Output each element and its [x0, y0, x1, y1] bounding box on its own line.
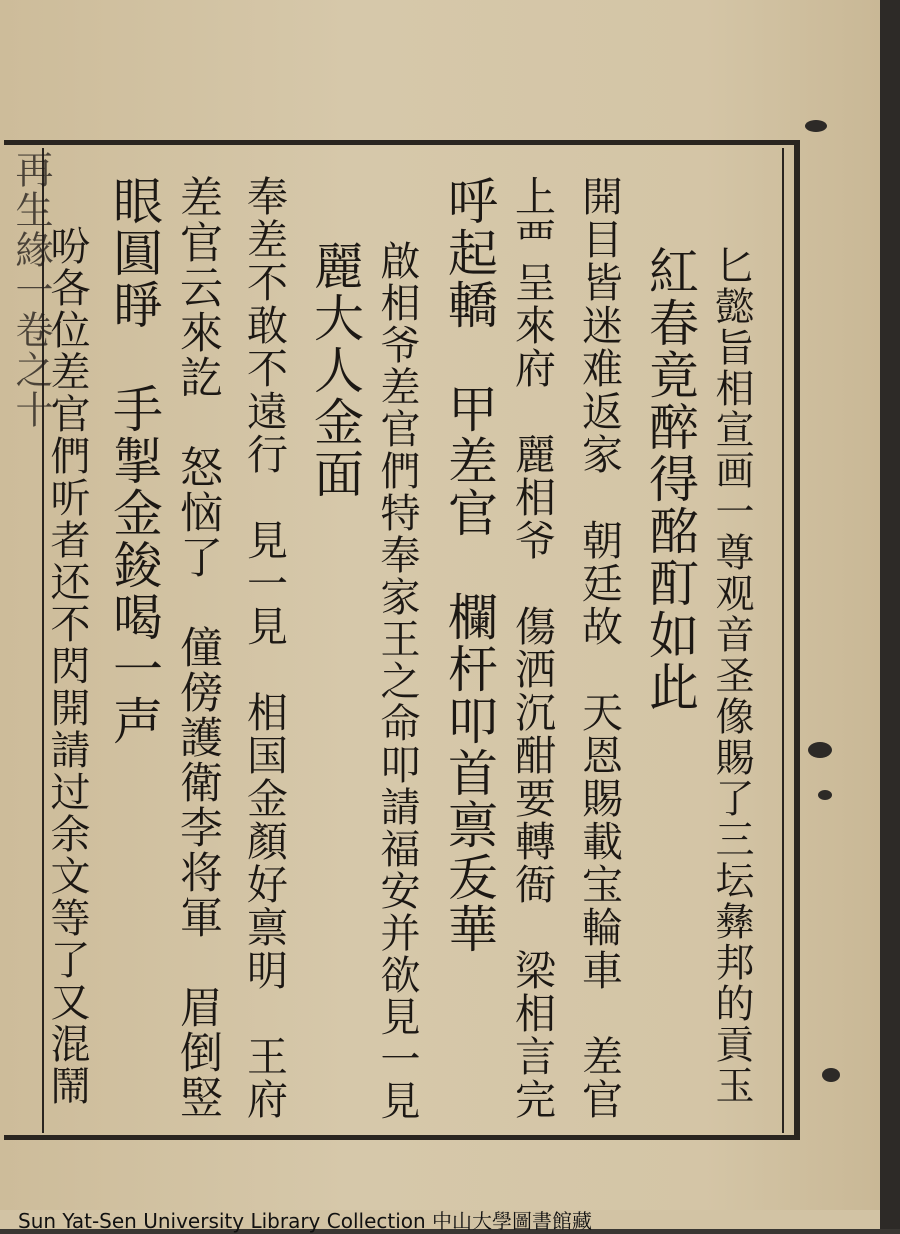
text-column-6: 啟相爷差官們特奉家王之命叩請福安并欲見一見 [374, 240, 420, 1122]
worm-hole [818, 790, 832, 800]
library-collection-caption: Sun Yat-Sen University Library Collection 中山大學圖書館藏 [18, 1209, 593, 1233]
text-column-5: 呼起轎 甲差官 欄杆叩首禀叐華 [440, 175, 498, 955]
book-spine-edge [880, 0, 900, 1229]
worm-hole [805, 120, 827, 132]
text-column-4: 上覀呈來府 麗相爷 傷洒沉酣要轉衙 梁相言完 [508, 175, 556, 1121]
text-column-8: 奉差不敢不遠行 見一見 相国金顏好禀明 王府 [240, 175, 288, 1121]
text-column-3: 開目皆迷难返家 朝廷故 天恩賜載宝輪車 差官 [575, 175, 623, 1121]
text-column-1: 匕懿旨相宣画一尊观音圣像賜了三坛彝邦的貢玉 [709, 245, 754, 1106]
text-column-7: 麗大人金面 [306, 240, 364, 500]
fold-margin-title: 再生緣一卷之十 [9, 150, 53, 430]
text-column-2: 紅春竟醉得酩酊如此 [641, 245, 699, 713]
worm-hole [822, 1068, 840, 1082]
text-column-9: 差官云來訖 怒恼了 僮傍護衛李将軍 眉倒竪 [173, 175, 223, 1120]
worm-hole [808, 742, 832, 758]
text-column-10: 眼圓睜 手掣金鋑喝一声 [105, 175, 163, 747]
text-column-11: 吩各位差官們听者还不閃開請过余文等了又混鬧 [44, 225, 90, 1107]
